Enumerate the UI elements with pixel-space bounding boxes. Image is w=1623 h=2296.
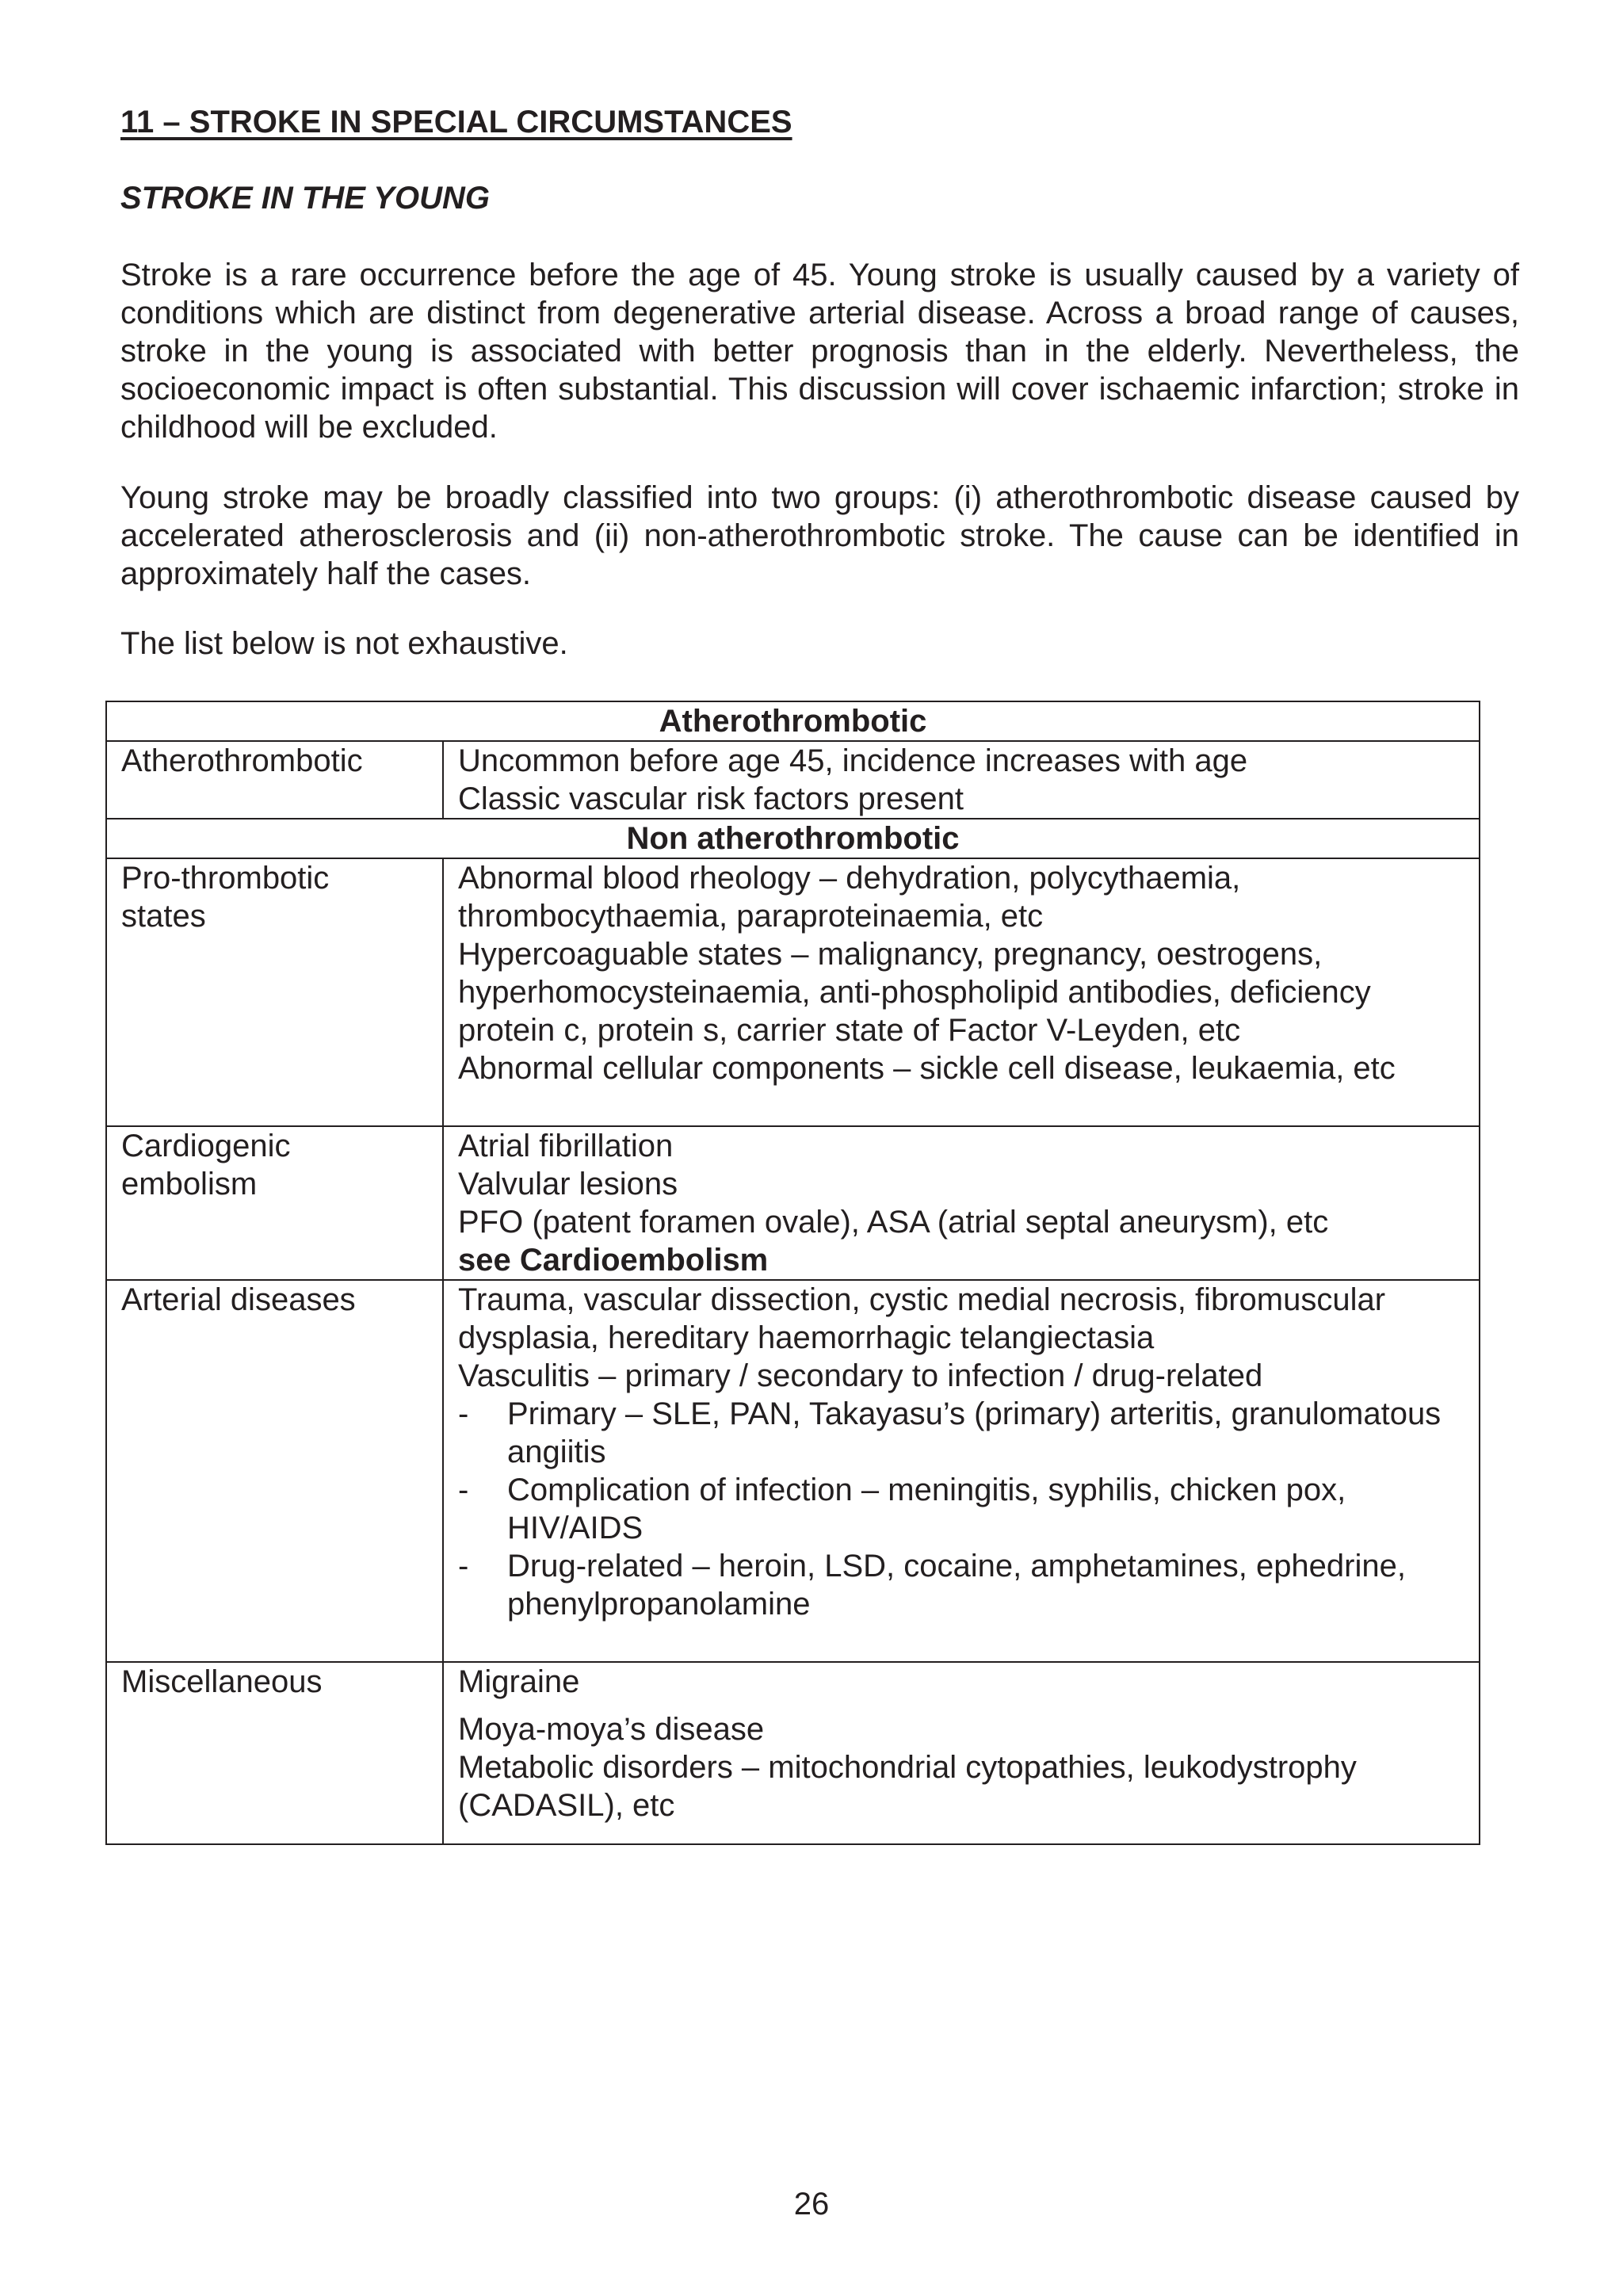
causes-table (105, 701, 1480, 1845)
table-row-miscellaneous (106, 1662, 1480, 1844)
dash-marker: - (458, 1473, 469, 1507)
table-row-prothrombotic (106, 858, 1480, 1126)
section-title: 11 – STROKE IN SPECIAL CIRCUMSTANCES (120, 105, 792, 139)
row-label (106, 858, 443, 1126)
detail-line: Classic vascular risk factors present (458, 781, 964, 816)
detail-line: Uncommon before age 45, incidence increases with age (458, 743, 1248, 778)
page-number: 26 (793, 2187, 830, 2222)
detail-line: Vasculitis – primary / secondary to infection / drug-related (458, 1358, 1263, 1393)
detail-line: Metabolic disorders – mitochondrial cytopathies, leukodystrophy (CADASIL), etc (458, 1750, 1357, 1823)
list-item (458, 1395, 1465, 1471)
see-also-reference: see Cardioembolism (458, 1243, 769, 1278)
row-details (443, 858, 1480, 1126)
sub-title: STROKE IN THE YOUNG (120, 181, 490, 216)
table-row-arterial (106, 1280, 1480, 1662)
list-item (458, 1471, 1465, 1547)
detail-line: Trauma, vascular dissection, cystic medial necrosis, fibromuscular dysplasia, hereditary haemorrhagic telangiectasia (458, 1282, 1386, 1355)
dash-marker: - (458, 1549, 469, 1584)
detail-line: Atrial fibrillation (458, 1129, 674, 1163)
list-item-text: Drug-related – heroin, LSD, cocaine, amphetamines, ephedrine, phenylpropanolamine (507, 1549, 1406, 1622)
detail-line: PFO (patent foramen ovale), ASA (atrial septal aneurysm), etc (458, 1205, 1329, 1240)
row-label (106, 1126, 443, 1280)
row-details (443, 1126, 1480, 1280)
detail-line: Valvular lesions (458, 1167, 678, 1201)
detail-line: Abnormal blood rheology – dehydration, polycythaemia, thrombocythaemia, paraproteinaemia, etc (458, 861, 1241, 934)
row-details (443, 1662, 1480, 1844)
detail-line: Migraine (458, 1664, 580, 1699)
list-item (458, 1547, 1465, 1623)
row-details (443, 1280, 1480, 1662)
dash-marker: - (458, 1396, 469, 1431)
group-heading-atherothrombotic: Atherothrombotic (106, 701, 1480, 741)
row-label: Atherothrombotic (106, 741, 443, 819)
label-line: embolism (121, 1167, 258, 1201)
row-details (443, 741, 1480, 819)
row-label: Miscellaneous (106, 1662, 443, 1844)
row-label: Arterial diseases (106, 1280, 443, 1662)
detail-line: Hypercoaguable states – malignancy, pregnancy, oestrogens, hyperhomocysteinaemia, anti-phospholipid antibodies, deficiency protein c, protein s, carrier state of Factor V-Leyden, etc (458, 937, 1371, 1048)
group-header-row (106, 819, 1480, 858)
table-row-atherothrombotic (106, 741, 1480, 819)
table-row-cardiogenic (106, 1126, 1480, 1280)
detail-line: Abnormal cellular components – sickle cell disease, leukaemia, etc (458, 1051, 1396, 1086)
group-header-row (106, 701, 1480, 741)
list-item-text: Complication of infection – meningitis, syphilis, chicken pox, HIV/AIDS (507, 1473, 1346, 1545)
detail-line: Moya-moya’s disease (458, 1712, 765, 1747)
label-line: Pro-thrombotic (121, 861, 330, 896)
intro-paragraph: Stroke is a rare occurrence before the age of 45. Young stroke is usually caused by a variety of conditions which are distinct from degenerative arterial disease. Across a broad range of causes, stroke in the young is associated with better prognosis than in the elderly. Nevertheless, the socioeconomic impact is often substantial. This discussion will cover ischaemic infarction; stroke in childhood will be excluded. (120, 258, 1519, 445)
group-heading-non-atherothrombotic: Non atherothrombotic (106, 819, 1480, 858)
list-item-text: Primary – SLE, PAN, Takayasu’s (primary) arteritis, granulomatous angiitis (507, 1396, 1442, 1469)
label-line: Cardiogenic (121, 1129, 291, 1163)
list-note-paragraph: The list below is not exhaustive. (120, 626, 568, 661)
label-line: states (121, 899, 206, 934)
classification-paragraph: Young stroke may be broadly classified into two groups: (i) atherothrombotic disease caused by accelerated atherosclerosis and (ii) non-atherothrombotic stroke. The cause can be identified in approximately half the cases. (120, 480, 1519, 591)
